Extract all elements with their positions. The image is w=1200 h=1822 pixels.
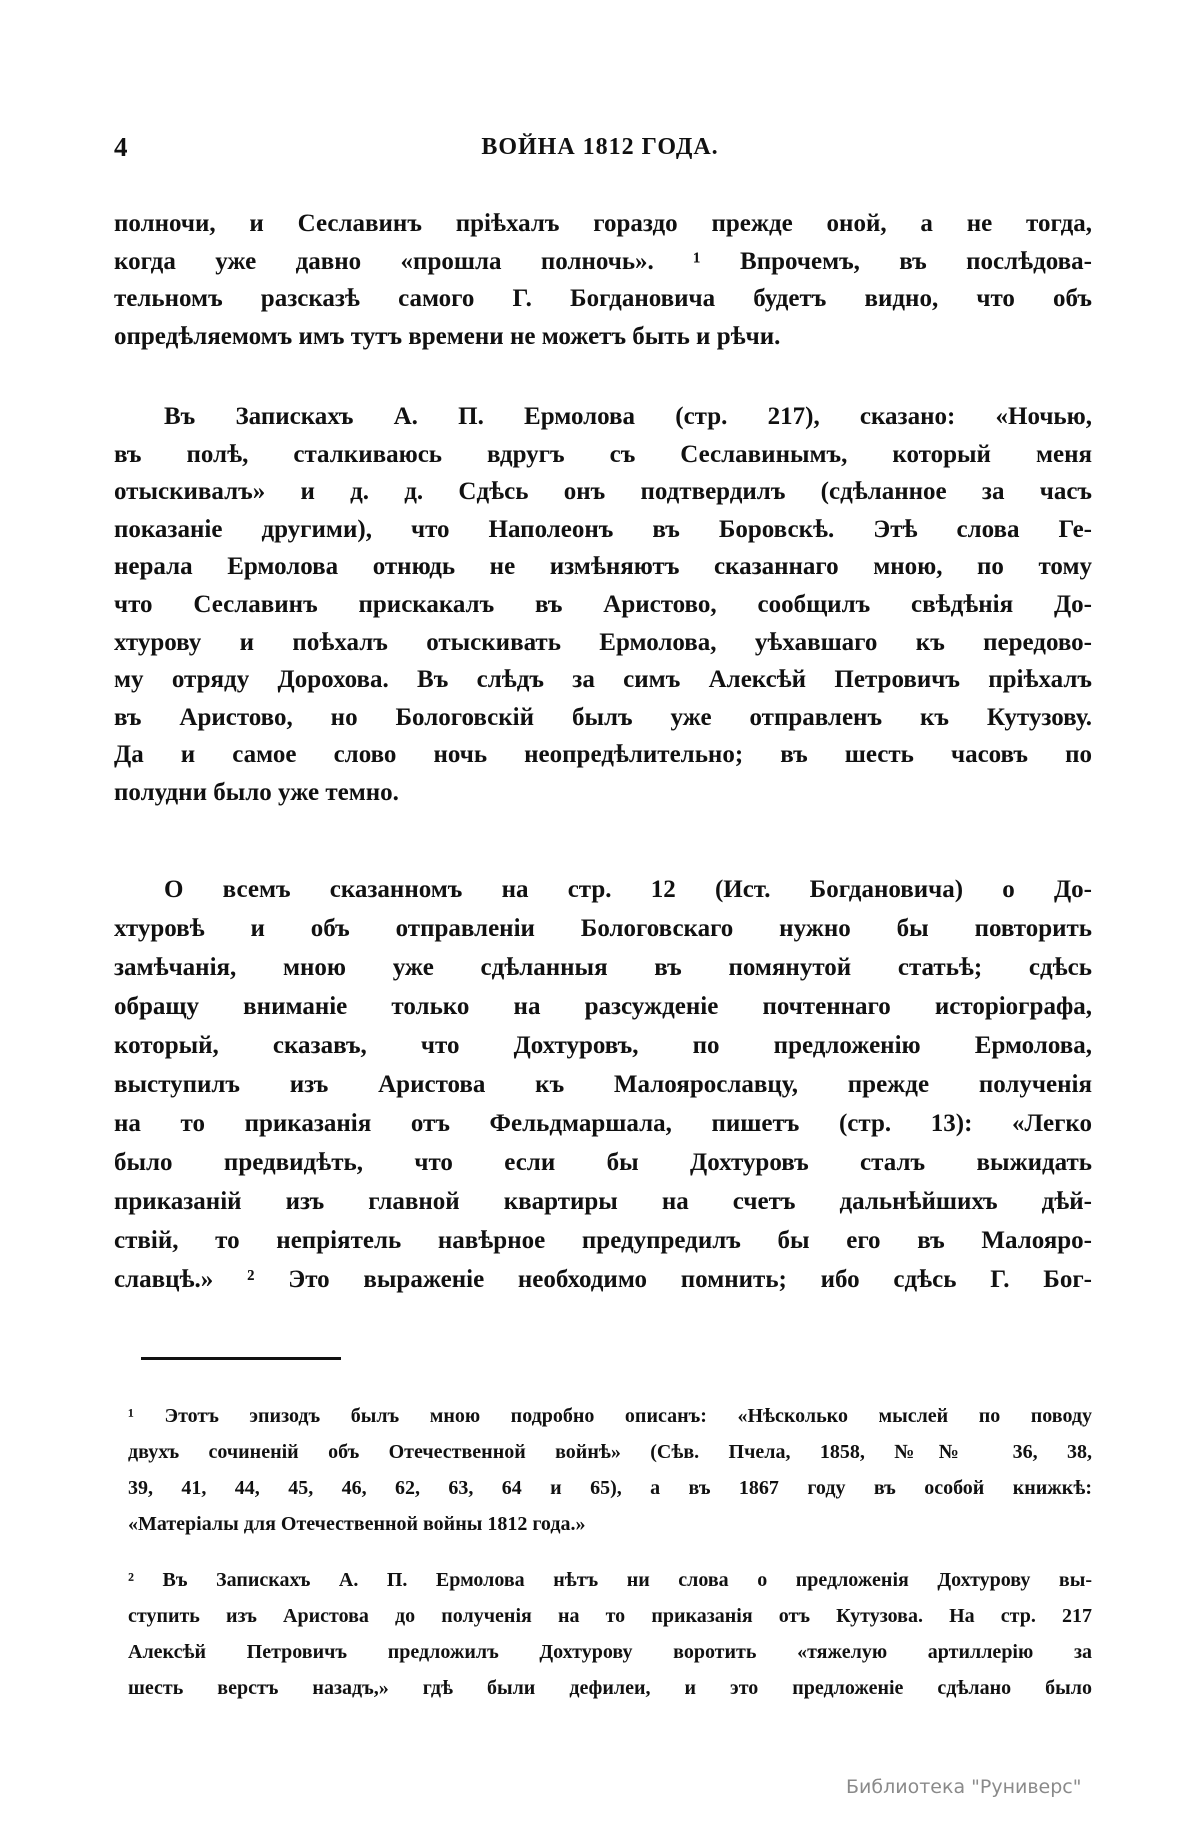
text-line: полночи, и Сеславинъ пріѣхалъ гораздо прежде оной, а не тогда, xyxy=(114,210,1092,237)
text-line: Въ Запискахъ А. П. Ермолова (стр. 217), сказано: «Ночью, xyxy=(164,403,1092,430)
text-line: ствій, то непріятель навѣрное предупредилъ бы его въ Малояро- xyxy=(114,1227,1092,1254)
footnote-line: «Матеріалы для Отечественной войны 1812 года.» xyxy=(128,1513,586,1535)
paragraph-2 xyxy=(114,398,1092,812)
paragraph-3 xyxy=(114,870,1092,1299)
text-line: выступилъ изъ Аристова къ Малоярославцу, прежде полученія xyxy=(114,1071,1092,1098)
text-line: показаніе другими), что Наполеонъ въ Боровскѣ. Этѣ слова Ге- xyxy=(114,515,1092,543)
text-line: на то приказанія отъ Фельдмаршала, пишетъ (стр. 13): «Легко xyxy=(114,1110,1092,1137)
footnote-line: Алексѣй Петровичъ предложилъ Дохтурову воротить «тяжелую артиллерію за xyxy=(128,1641,1092,1663)
text-line: приказаній изъ главной квартиры на счетъ дальнѣйшихъ дѣй- xyxy=(114,1188,1092,1215)
footnote-line: ¹ Этотъ эпизодъ былъ мною подробно описанъ: «Нѣсколько мыслей по поводу xyxy=(128,1405,1092,1427)
text-line: хтурову и поѣхалъ отыскивать Ермолова, уѣхавшаго къ передово- xyxy=(114,628,1092,656)
text-line: славцѣ.» ² Это выраженіе необходимо помнить; ибо сдѣсь Г. Бог- xyxy=(114,1266,1092,1293)
footnote-divider xyxy=(141,1357,341,1360)
text-line: въ Аристово, но Бологовскій былъ уже отправленъ къ Кутузову. xyxy=(114,703,1092,731)
text-line: хтуровѣ и объ отправленіи Бологовскаго нужно бы повторить xyxy=(114,915,1092,942)
text-line: когда уже давно «прошла полночь». ¹ Впрочемъ, въ послѣдова- xyxy=(114,247,1092,275)
page-header xyxy=(0,132,1200,172)
text-line: который, сказавъ, что Дохтуровъ, по предложенію Ермолова, xyxy=(114,1032,1092,1059)
paragraph-1 xyxy=(114,205,1092,355)
text-line: тельномъ разсказѣ самого Г. Богдановича будетъ видно, что объ xyxy=(114,285,1092,313)
footnote-1 xyxy=(128,1398,1092,1542)
footnote-line: 39, 41, 44, 45, 46, 62, 63, 64 и 65), а въ 1867 году въ особой книжкѣ: xyxy=(128,1477,1092,1499)
footnote-line: ² Въ Запискахъ А. П. Ермолова нѣтъ ни слова о предложенія Дохтурову вы- xyxy=(128,1569,1092,1591)
footnote-line: двухъ сочиненій объ Отечественной войнѣ» (Сѣв. Пчела, 1858, №№ 36, 38, xyxy=(128,1441,1092,1463)
footnote-line: ступить изъ Аристова до полученія на то приказанія отъ Кутузова. На стр. 217 xyxy=(128,1605,1092,1627)
text-line: замѣчанія, мною уже сдѣланныя въ помянутой статьѣ; сдѣсь xyxy=(114,954,1092,981)
text-line: нерала Ермолова отнюдь не измѣняютъ сказаннаго мною, по тому xyxy=(114,553,1092,581)
text-line: въ полѣ, сталкиваюсь вдругъ съ Сеславинымъ, который меня xyxy=(114,440,1092,468)
footnote-line: шесть верстъ назадъ,» гдѣ были дефилеи, и это предложеніе сдѣлано было xyxy=(128,1677,1092,1699)
text-line: обращу вниманіе только на разсужденіе почтеннаго исторіографа, xyxy=(114,993,1092,1020)
footnote-2 xyxy=(128,1562,1092,1706)
text-line: что Сеславинъ прискакалъ въ Аристово, сообщилъ свѣдѣнія До- xyxy=(114,590,1092,618)
text-line: Да и самое слово ночь неопредѣлительно; въ шесть часовъ по xyxy=(114,741,1092,769)
text-line: му отряду Дорохова. Въ слѣдъ за симъ Алексѣй Петровичъ пріѣхалъ xyxy=(114,666,1092,694)
text-line: полудни было уже темно. xyxy=(114,778,399,806)
text-line: было предвидѣть, что если бы Дохтуровъ сталъ выжидать xyxy=(114,1149,1092,1176)
text-line: О всемъ сказанномъ на стр. 12 (Ист. Богдановича) о До- xyxy=(164,876,1092,903)
text-line: отыскивалъ» и д. д. Сдѣсь онъ подтвердилъ (сдѣланное за часъ xyxy=(114,478,1092,506)
running-title: ВОЙНА 1812 ГОДА. xyxy=(481,134,719,160)
text-line: опредѣляемомъ имъ тутъ времени не можетъ быть и рѣчи. xyxy=(114,322,781,350)
page-number: 4 xyxy=(114,132,128,162)
library-watermark: Библиотека "Руниверс" xyxy=(846,1776,1082,1798)
